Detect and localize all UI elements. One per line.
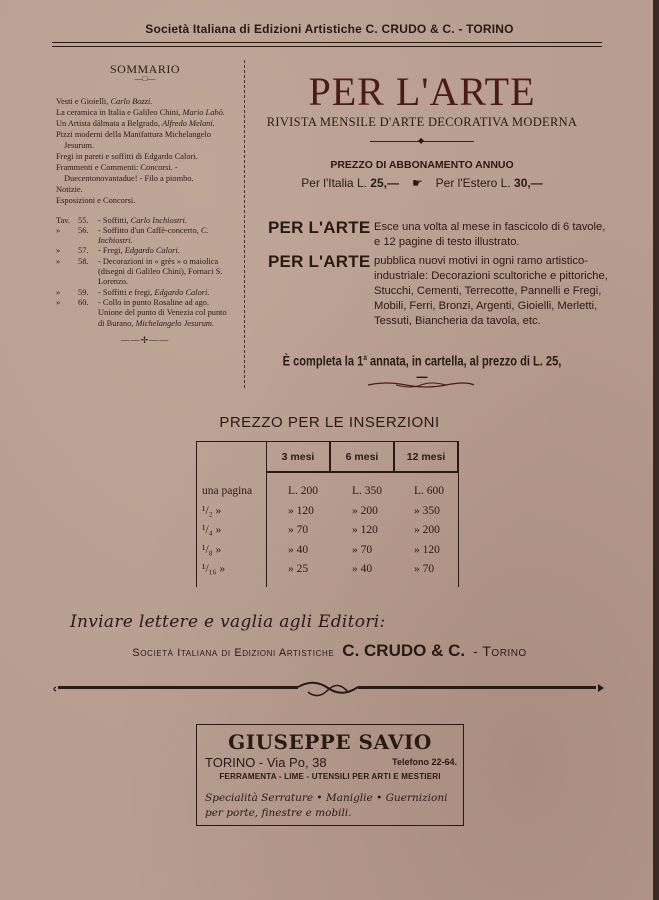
insertion-row — [196, 505, 458, 525]
plate-row — [56, 257, 234, 288]
entry-title: Fregi in pareti e soffitti di Edgardo Calori. — [56, 152, 198, 162]
plate-row — [56, 246, 234, 256]
society-name: Società Italiana di Edizioni Artistiche — [132, 647, 335, 659]
ad-phone: Telefono 22-64. — [392, 757, 457, 767]
insertions-title: PREZZO PER LE INSERZIONI — [219, 414, 440, 431]
subscription-heading: PREZZO DI ABBONAMENTO ANNUO — [330, 159, 514, 171]
plate-prefix: » — [56, 287, 61, 297]
table-rule — [458, 441, 459, 587]
plate-text — [98, 246, 234, 256]
plates-list — [56, 216, 234, 329]
price-cell: L. 350 — [352, 485, 383, 497]
italy-price: 25,— — [370, 176, 399, 190]
pointing-hand-icon: ☛ — [411, 176, 423, 190]
entry-author: Alfredo Melani. — [162, 119, 215, 129]
feature-label: PER L'ARTE — [268, 252, 371, 271]
page-edge — [653, 0, 659, 900]
column-divider — [244, 60, 245, 388]
ad-specialties: Specialità Serrature • Maniglie • Guernizioni per porte, finestre e mobili. — [205, 792, 448, 819]
plate-row — [56, 226, 234, 247]
plate-prefix: » — [56, 225, 61, 235]
plate-author: Carlo Inchiostri. — [130, 215, 187, 225]
city-name: - Torino — [473, 643, 527, 659]
publisher-header: Società Italiana di Edizioni Artistiche C. CRUDO & C. - TORINO — [145, 22, 514, 36]
sidebar-ornament: ——✢—— — [120, 334, 170, 345]
entry-title: Pizzi moderni della Manifattura Michelangelo Jesurum. — [56, 130, 211, 150]
insertion-row — [196, 563, 458, 583]
price-cell: » 40 — [352, 563, 373, 576]
abroad-price: 30,— — [514, 176, 543, 190]
plate-row — [56, 216, 234, 226]
sommario-entry — [56, 97, 234, 107]
header-rule — [52, 42, 602, 43]
sommario-entry — [56, 185, 234, 195]
plate-author: Edgardo Calori. — [154, 287, 210, 297]
subscription-prices — [252, 176, 592, 190]
price-cell: L. 600 — [414, 485, 445, 497]
complete-sup: a — [363, 353, 367, 362]
price-cell: » 70 — [352, 543, 373, 556]
italy-label: Per l'Italia L. — [301, 176, 367, 190]
sommario-sidebar — [56, 64, 234, 345]
row-label: una pagina — [202, 485, 253, 497]
ad-address — [205, 755, 457, 770]
plate-text — [98, 257, 234, 288]
plate-text — [98, 216, 234, 226]
feature-text: Esce una volta al mese in fascicolo di 6 tavole, e 12 pagine di testo illustrato. — [374, 221, 606, 248]
plate-title: - Soffitti, — [98, 215, 129, 225]
entry-title: Notizie. — [56, 184, 83, 194]
entry-title: Frammenti e Commenti: Concorsi. - Duecentonovantadue! - Filo a piombo. — [56, 163, 194, 183]
invite-line: Inviare lettere e vaglia agli Editori: — [70, 612, 386, 632]
complete-rest: annata, in cartella, al prezzo di L. 25,— — [366, 353, 562, 384]
ornament-dot-icon: ◆ — [418, 136, 425, 145]
sommario-title: SOMMARIO — [109, 62, 180, 76]
sommario-entry — [56, 152, 234, 162]
price-cell: » 70 — [414, 563, 435, 576]
ad-company-name: GIUSEPPE SAVIO — [228, 730, 432, 754]
plate-author: Edgardo Calori. — [124, 246, 180, 256]
plate-row — [56, 298, 234, 329]
insertion-row — [196, 524, 458, 544]
complete-year-note — [283, 353, 562, 384]
complete-text: È completa la 1 — [282, 353, 364, 369]
price-cell: » 25 — [288, 563, 309, 576]
plate-author: Michelangelo Jesurum. — [135, 318, 215, 328]
plate-prefix: Tav. — [56, 215, 70, 225]
crudo-name: C. CRUDO & C. — [342, 641, 466, 660]
sommario-entry — [56, 119, 234, 129]
sommario-entries — [56, 97, 234, 207]
insertions-table — [196, 441, 458, 587]
sommario-entry — [56, 196, 234, 206]
ad-street: TORINO - Via Po, 38 — [205, 755, 327, 770]
plate-text — [98, 226, 234, 247]
publisher-line — [0, 641, 659, 661]
plate-title: - Soffitto d'un Caffè-concerto, — [98, 225, 199, 235]
ad-products: FERRAMENTA - LIME - UTENSILI PER ARTI E MESTIERI — [219, 772, 441, 781]
plate-title: - Collo in punto Rosaline ad ago. Unione del punto di Venezia col punto di Burano, — [98, 297, 227, 328]
feature-text: pubblica nuovi motivi in ogni ramo artistico-industriale: Decorazioni scultoriche e pittoriche, Stucchi, Cementi, Terrecotte, Pannelli e Fregi, Mobili, Ferri, Bronzi, Argenti, Gioielli, Merletti, Tessuti, Biancheria da tavola, etc. — [374, 255, 608, 327]
insertion-row — [196, 544, 458, 564]
price-cell: » 40 — [288, 543, 309, 556]
feature-issue — [268, 218, 608, 250]
row-label: ¹/₈ » — [202, 543, 222, 556]
plate-author: C. Inchiostri. — [98, 225, 209, 246]
header-rule-thin — [52, 46, 602, 47]
masthead-subtitle: RIVISTA MENSILE D'ARTE DECORATIVA MODERNA — [266, 115, 578, 129]
table-rule — [196, 441, 266, 442]
price-cell: » 350 — [414, 504, 440, 517]
ornamental-divider — [52, 676, 604, 702]
abroad-label: Per l'Estero L. — [435, 176, 511, 190]
row-label: ¹/₁₆ » — [202, 563, 226, 576]
col-header: 3 mesi — [266, 441, 330, 473]
plate-text — [98, 288, 234, 298]
plate-title: - Fregi, — [98, 246, 123, 256]
col-header: 12 mesi — [394, 441, 458, 473]
entry-author: Mario Labò. — [182, 107, 225, 117]
entry-title: Esposizioni e Concorsi. — [56, 196, 136, 206]
price-cell: » 200 — [414, 524, 440, 537]
feature-label: PER L'ARTE — [268, 218, 371, 237]
row-label: ¹/₄ » — [202, 524, 222, 537]
plate-number: 56. — [78, 225, 89, 235]
price-cell: » 120 — [414, 543, 440, 556]
flourish-ornament — [366, 380, 476, 390]
price-cell: » 200 — [352, 504, 378, 517]
price-cell: » 120 — [288, 504, 314, 517]
entry-title: La ceramica in Italia e Galileo Chini, — [56, 107, 181, 117]
row-label: ¹/₂ » — [202, 504, 222, 517]
savio-advertisement — [196, 724, 464, 826]
plate-number: 57. — [78, 246, 89, 256]
plate-row — [56, 288, 234, 298]
entry-title: Un Artista dàlmata a Belgrado, — [56, 119, 160, 129]
plate-number: 55. — [78, 215, 89, 225]
price-cell: L. 200 — [288, 485, 319, 497]
plate-number: 59. — [78, 287, 89, 297]
plate-prefix: » — [56, 256, 61, 266]
sommario-entry — [56, 108, 234, 118]
masthead-title: PER L'ARTE — [308, 69, 536, 114]
plate-number: 60. — [78, 297, 89, 307]
insertion-row — [196, 485, 458, 505]
plate-title: - Soffitti e fregi, — [98, 287, 153, 297]
plate-prefix: » — [56, 246, 61, 256]
sommario-entry — [56, 163, 234, 184]
plate-prefix: » — [56, 297, 61, 307]
price-cell: » 120 — [352, 524, 378, 537]
plate-number: 58. — [78, 256, 89, 266]
sommario-entry — [56, 130, 234, 151]
col-header: 6 mesi — [330, 441, 394, 473]
plate-title: - Decorazioni in « grès » o maiolica (disegni di Galileo Chini), Fornaci S. Lorenzo. — [98, 256, 223, 287]
plate-text — [98, 298, 234, 329]
feature-motifs — [268, 252, 608, 329]
sommario-ornament: —□— — [134, 74, 156, 84]
price-cell: » 70 — [288, 524, 309, 537]
entry-author: Carlo Bozzi. — [110, 96, 153, 106]
entry-title: Vesti e Gioielli, — [56, 96, 109, 106]
